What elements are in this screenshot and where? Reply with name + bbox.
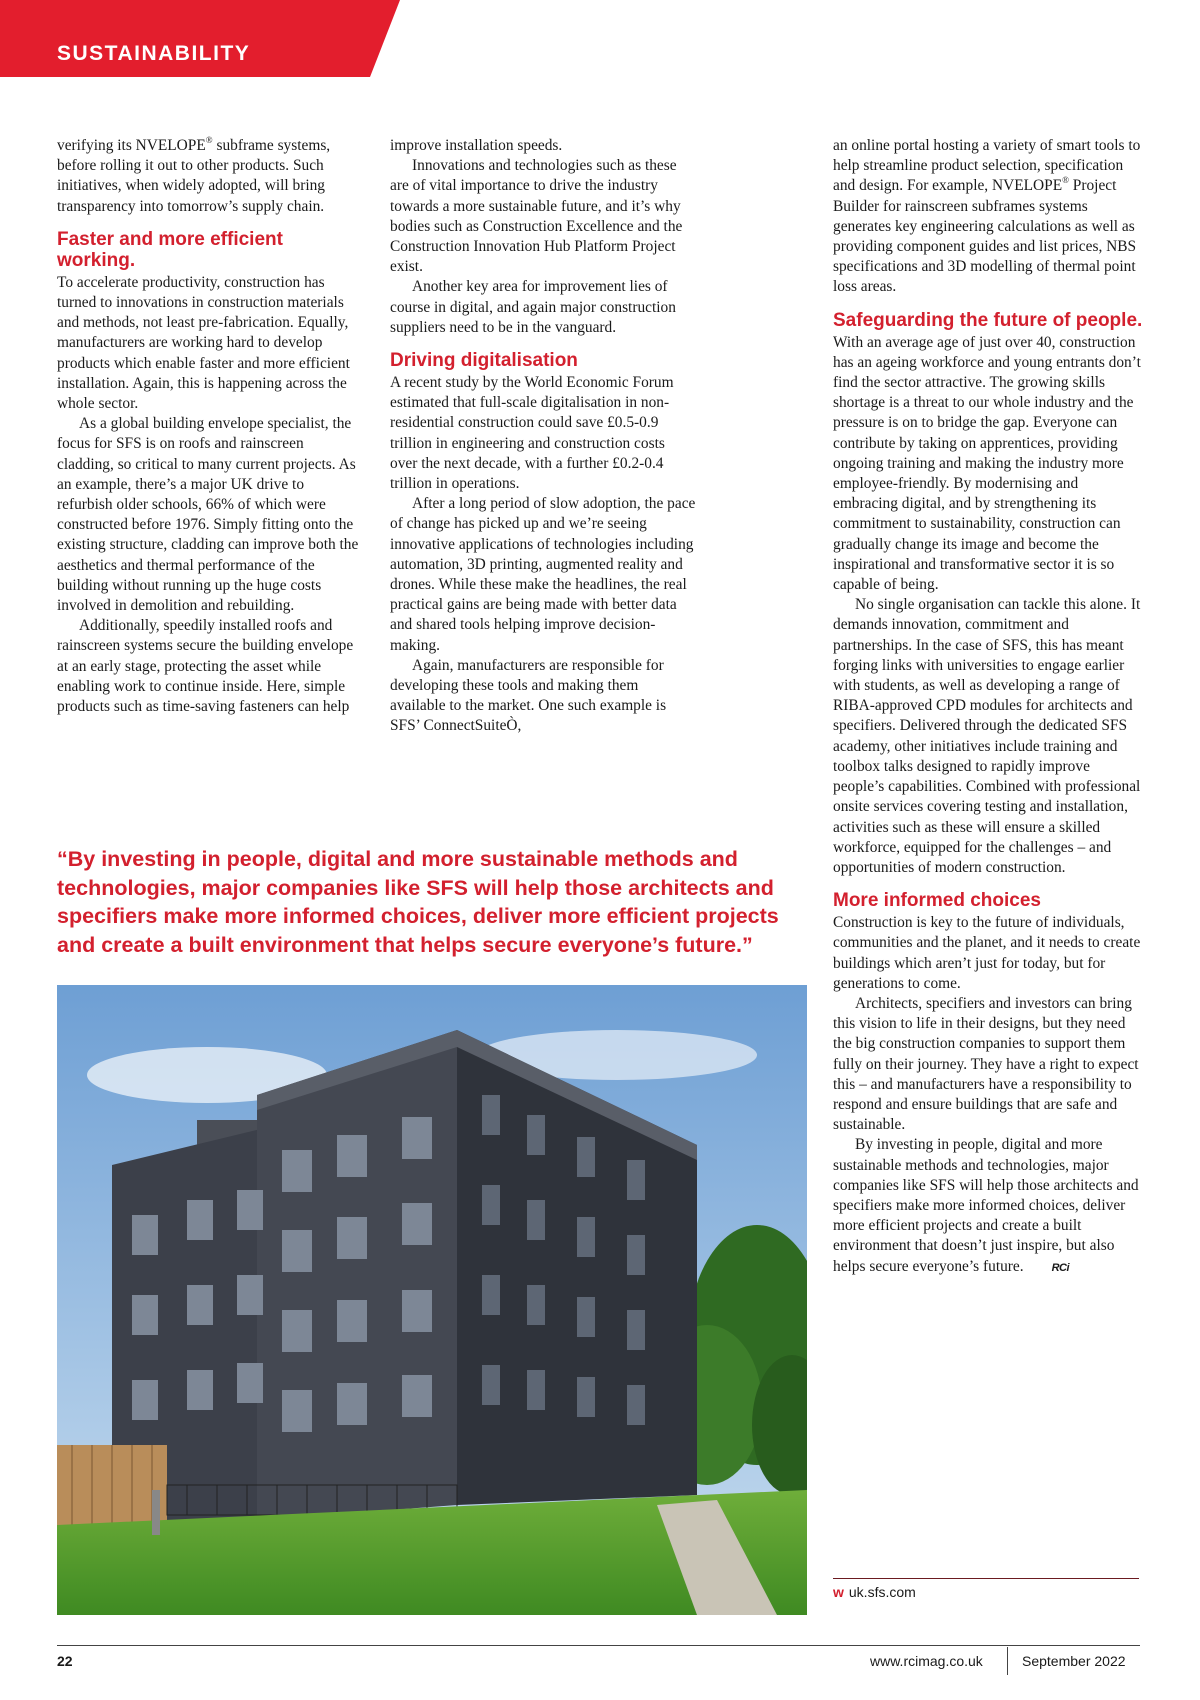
section-label: SUSTAINABILITY [57,42,251,65]
paragraph: To accelerate productivity, construction has turned to innovations in construction materials and methods, not least pre-fabrication. Equally, manufacturers are working hard to develop products which enable faster and more efficient installation. Again, this is happening across the whole sector. [57,273,350,413]
paragraph: improve installation speeds. [390,137,563,154]
web-url[interactable]: uk.sfs.com [848,1584,916,1600]
paragraph: Again, manufacturers are responsible for developing these tools and making them available to the market. One such example is SFS’ ConnectSuiteÒ, [390,656,667,735]
text: subframe systems, before rolling it out to other products. Such initiatives, when widely adopted, will bring transparency into tomorrow’s supply chain. [57,137,331,215]
page-number: 22 [57,1653,73,1669]
rci-end-mark-icon: RCi [1051,1261,1070,1274]
paragraph: Another key area for improvement lies of course in digital, and again major construction suppliers need to be in the vanguard. [390,278,676,336]
subheading-safeguarding-people: Safeguarding the future of people. [833,309,1143,331]
registered-mark: ® [1062,175,1069,186]
paragraph: No single organisation can tackle this alone. It demands innovation, commitment and partnerships. In the case of SFS, this has meant forging links with universities to engage earlier with students, as well as developing a range of RIBA-approved CPD modules for architects and specifiers. Delivered through the dedicated SFS academy, other initiatives include training and toolbox talks designed to rapidly improve people’s capabilities. Combined with professional onsite services covering testing and installation, activities such as these will ensure a skilled workforce, equipped for the challenges – and opportunities of modern construction. [833,596,1141,876]
article-column-3 [833,136,1143,1278]
subheading-driving-digitalisation: Driving digitalisation [390,350,578,372]
text: an online portal hosting a variety of smart tools to help streamline product selection, specification and design. For example, NVELOPE [833,137,1141,195]
paragraph: Additionally, speedily installed roofs and rainscreen systems secure the building envelope at an early stage, protecting the asset while enabling work to continue inside. Here, simple products such as time-saving fasteners can help [57,617,354,716]
text: By investing in people, digital and more sustainable methods and technologies, major companies like SFS will help those architects and specifiers make more informed choices, deliver more efficient projects and create a built environment that doesn’t just inspire, but also helps secure everyone’s future. [833,1136,1139,1275]
paragraph [57,136,363,217]
web-prefix: w [833,1584,844,1600]
web-link[interactable] [833,1584,916,1600]
paragraph: Architects, specifiers and investors can bring this vision to life in their designs, but they need the big construction companies to support them fully on their journey. They have a right to expect this – and manufacturers have a responsibility to respond and ensure buildings that are safe and sustainable. [833,994,1139,1134]
building-photo [57,985,807,1615]
paragraph: A recent study by the World Economic Forum estimated that full-scale digitalisation in non-residential construction could save £0.5-0.9 trillion in engineering and construction costs over the next decade, with a further £0.2-0.4 trillion in operations. [390,374,674,493]
paragraph: Innovations and technologies such as these are of vital importance to drive the industry towards a more sustainable future, and it’s why bodies such as Construction Excellence and the Construction Innovation Hub Platform Project exist. [390,157,683,276]
footer-date: September 2022 [1022,1653,1126,1669]
footer-separator [1007,1647,1008,1675]
paragraph: As a global building envelope specialist, the focus for SFS is on roofs and rainscreen cladding, so critical to many current projects. As an example, there’s a major UK drive to refurbish older schools, 66% of which were constructed before 1976. Simply fitting onto the existing structure, cladding can improve both the aesthetics and thermal performance of the building without running up the huge costs involved in demolition and rebuilding. [57,415,359,615]
pull-quote: “By investing in people, digital and more sustainable methods and technologies, major companies like SFS will help those architects and specifiers make more informed choices, deliver more efficient projects and create a built environment that helps secure everyone’s future.” [57,847,779,957]
text: Project Builder for rainscreen subframes systems generates key engineering calculations as well as providing component guides and list prices, NBS specifications and 3D modelling of thermal point loss areas. [833,177,1137,296]
building-illustration [57,985,807,1615]
paragraph [833,1135,1143,1277]
registered-mark: ® [205,135,213,145]
paragraph: After a long period of slow adoption, the pace of change has picked up and we’re seeing innovative applications of technologies including automation, 3D printing, augmented reality and drones. While these make the headlines, the real practical gains are being made with better data and shared tools helping improve decision-making. [390,495,696,654]
paragraph: With an average age of just over 40, construction has an ageing workforce and young entrants don’t find the sector attractive. The growing skills shortage is a threat to our whole industry and the pressure is on to bridge the gap. Everyone can contribute by taking on apprentices, providing ongoing training and making the industry more employee-friendly. By modernising and embracing digital, and by strengthening its commitment to sustainability, construction can gradually change its image and become the inspirational and transformative sector it is so capable of being. [833,333,1141,594]
paragraph: Construction is key to the future of individuals, communities and the planet, and it needs to create buildings which aren’t just for today, but for generations to come. [833,914,1141,992]
paragraph [833,136,1143,298]
web-divider [833,1578,1139,1579]
subheading-faster-working: Faster and more efficient working. [57,228,283,271]
subheading-informed-choices: More informed choices [833,890,1041,912]
article-column-2 [390,136,696,737]
footer-divider [57,1645,1140,1646]
section-tab [0,0,400,77]
article-column-1 [57,136,363,717]
footer-site[interactable]: www.rcimag.co.uk [870,1653,983,1669]
text: verifying its NVELOPE [57,137,206,154]
